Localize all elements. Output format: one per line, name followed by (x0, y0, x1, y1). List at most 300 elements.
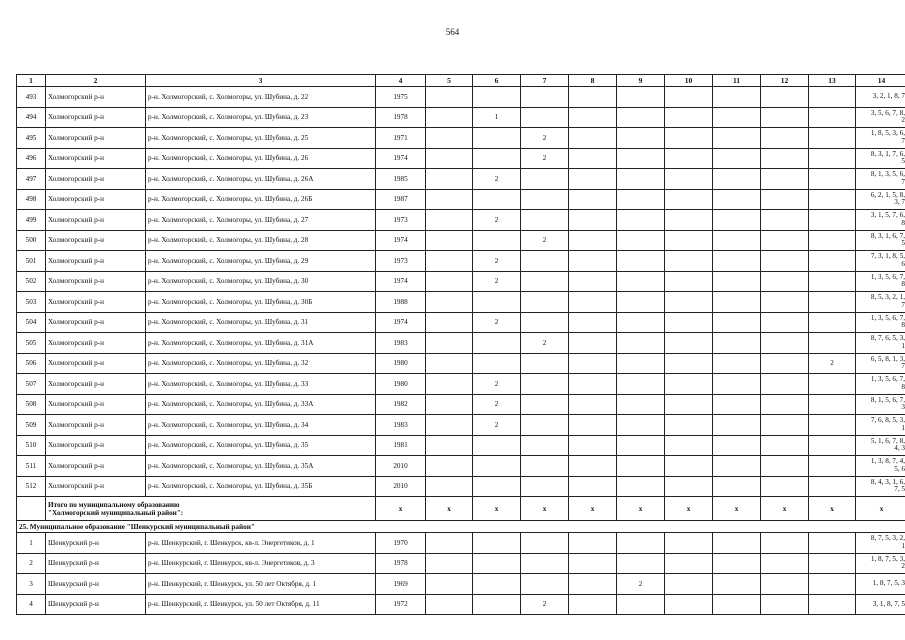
row-number: 509 (17, 415, 46, 436)
header-cell: 1 (17, 75, 46, 87)
address-cell: р-н. Холмогорский, с. Холмогоры, ул. Шубина, д. 27 (146, 210, 376, 231)
row-number: 512 (17, 476, 46, 497)
total-mark: x (376, 497, 426, 521)
address-cell: р-н. Холмогорский, с. Холмогоры, ул. Шубина, д. 30Б (146, 292, 376, 313)
year-cell: 1978 (376, 107, 426, 128)
table-row (17, 553, 905, 574)
col12-cell (761, 271, 809, 292)
col11-cell (713, 169, 761, 190)
col9-cell (617, 553, 665, 574)
address-cell: р-н. Шенкурский, г. Шенкурск, кв-л. Энергетиков, д. 3 (146, 553, 376, 574)
col11-cell (713, 333, 761, 354)
col13-cell (809, 210, 856, 231)
col13-cell (809, 169, 856, 190)
table-row (17, 353, 905, 374)
col12-cell (761, 128, 809, 149)
year-cell: 2010 (376, 476, 426, 497)
col11-cell (713, 353, 761, 374)
col6-cell (473, 574, 521, 595)
row-number: 496 (17, 148, 46, 169)
col11-cell (713, 292, 761, 313)
col12-cell (761, 594, 809, 615)
col8-cell (569, 251, 617, 272)
header-cell: 7 (521, 75, 569, 87)
col6-cell (473, 553, 521, 574)
col8-cell (569, 210, 617, 231)
col12-cell (761, 210, 809, 231)
col7-cell (521, 394, 569, 415)
row-number: 506 (17, 353, 46, 374)
col8-cell (569, 169, 617, 190)
table-row (17, 435, 905, 456)
col11-cell (713, 251, 761, 272)
year-cell: 1983 (376, 333, 426, 354)
header-cell: 5 (426, 75, 473, 87)
total-spacer (17, 497, 46, 521)
col6-cell (473, 476, 521, 497)
district-cell: Холмогорский р-н (46, 271, 146, 292)
codes-cell: 8, 7, 6, 5, 3, 1 (856, 333, 905, 354)
row-number: 511 (17, 456, 46, 477)
total-mark: x (473, 497, 521, 521)
district-cell: Холмогорский р-н (46, 210, 146, 231)
row-number: 507 (17, 374, 46, 395)
col8-cell (569, 230, 617, 251)
header-cell: 8 (569, 75, 617, 87)
col9-cell (617, 476, 665, 497)
header-cell: 12 (761, 75, 809, 87)
col7-cell (521, 271, 569, 292)
col9-cell (617, 271, 665, 292)
address-cell: р-н. Холмогорский, с. Холмогоры, ул. Шубина, д. 29 (146, 251, 376, 272)
row-number: 3 (17, 574, 46, 595)
header-cell: 3 (146, 75, 376, 87)
col6-cell: 2 (473, 251, 521, 272)
district-cell: Холмогорский р-н (46, 148, 146, 169)
col8-cell (569, 87, 617, 108)
header-row (17, 75, 905, 87)
address-cell: р-н. Холмогорский, с. Холмогоры, ул. Шубина, д. 35А (146, 456, 376, 477)
address-cell: р-н. Холмогорский, с. Холмогоры, ул. Шубина, д. 33А (146, 394, 376, 415)
district-cell: Холмогорский р-н (46, 292, 146, 313)
col9-cell (617, 148, 665, 169)
col10-cell (665, 415, 713, 436)
district-cell: Холмогорский р-н (46, 333, 146, 354)
col10-cell (665, 374, 713, 395)
col7-cell (521, 553, 569, 574)
col11-cell (713, 456, 761, 477)
col13-cell (809, 435, 856, 456)
col13-cell (809, 415, 856, 436)
col11-cell (713, 271, 761, 292)
col11-cell (713, 394, 761, 415)
total-mark: x (521, 497, 569, 521)
table-row (17, 189, 905, 210)
table-row (17, 594, 905, 615)
district-cell: Холмогорский р-н (46, 189, 146, 210)
col5-cell (426, 128, 473, 149)
col10-cell (665, 107, 713, 128)
col8-cell (569, 476, 617, 497)
codes-cell: 7, 6, 8, 5, 3, 1 (856, 415, 905, 436)
col8-cell (569, 312, 617, 333)
col11-cell (713, 87, 761, 108)
col5-cell (426, 533, 473, 554)
row-number: 503 (17, 292, 46, 313)
row-number: 504 (17, 312, 46, 333)
page-number: 564 (445, 27, 460, 37)
col12-cell (761, 415, 809, 436)
total-mark: x (713, 497, 761, 521)
col9-cell (617, 312, 665, 333)
year-cell: 1975 (376, 87, 426, 108)
col6-cell (473, 456, 521, 477)
row-number: 510 (17, 435, 46, 456)
col13-cell (809, 333, 856, 354)
col11-cell (713, 533, 761, 554)
col10-cell (665, 148, 713, 169)
col6-cell: 2 (473, 271, 521, 292)
header-cell: 11 (713, 75, 761, 87)
year-cell: 1970 (376, 533, 426, 554)
col7-cell: 2 (521, 333, 569, 354)
row-number: 505 (17, 333, 46, 354)
row-number: 499 (17, 210, 46, 231)
col8-cell (569, 107, 617, 128)
col5-cell (426, 292, 473, 313)
col6-cell (473, 435, 521, 456)
col9-cell (617, 169, 665, 190)
col5-cell (426, 87, 473, 108)
col5-cell (426, 415, 473, 436)
codes-cell: 1, 8, 5, 3, 6, 7 (856, 128, 905, 149)
col5-cell (426, 574, 473, 595)
col7-cell (521, 251, 569, 272)
col8-cell (569, 333, 617, 354)
table-row (17, 128, 905, 149)
district-cell: Шенкурский р-н (46, 533, 146, 554)
address-cell: р-н. Холмогорский, с. Холмогоры, ул. Шубина, д. 25 (146, 128, 376, 149)
col12-cell (761, 107, 809, 128)
table-row (17, 374, 905, 395)
district-cell: Холмогорский р-н (46, 230, 146, 251)
buildings-table (16, 74, 905, 615)
col13-cell (809, 189, 856, 210)
col13-cell: 2 (809, 353, 856, 374)
col9-cell (617, 533, 665, 554)
col9-cell (617, 251, 665, 272)
col13-cell (809, 251, 856, 272)
total-mark: x (665, 497, 713, 521)
header-cell: 6 (473, 75, 521, 87)
col9-cell (617, 435, 665, 456)
total-mark: x (569, 497, 617, 521)
col8-cell (569, 374, 617, 395)
row-number: 498 (17, 189, 46, 210)
col7-cell (521, 169, 569, 190)
col6-cell (473, 148, 521, 169)
col12-cell (761, 169, 809, 190)
year-cell: 1980 (376, 374, 426, 395)
table-row (17, 230, 905, 251)
col10-cell (665, 210, 713, 231)
codes-cell: 5, 1, 6, 7, 8, 4, 3 (856, 435, 905, 456)
col7-cell (521, 107, 569, 128)
col9-cell (617, 189, 665, 210)
codes-cell: 8, 3, 1, 6, 7, 5 (856, 230, 905, 251)
address-cell: р-н. Холмогорский, с. Холмогоры, ул. Шубина, д. 32 (146, 353, 376, 374)
col6-cell: 2 (473, 169, 521, 190)
table-row (17, 415, 905, 436)
row-number: 495 (17, 128, 46, 149)
codes-cell: 3, 1, 8, 7, 5 (856, 594, 905, 615)
col12-cell (761, 353, 809, 374)
col6-cell: 2 (473, 374, 521, 395)
year-cell: 1985 (376, 169, 426, 190)
col6-cell (473, 594, 521, 615)
col12-cell (761, 230, 809, 251)
col9-cell (617, 353, 665, 374)
col8-cell (569, 574, 617, 595)
table-row (17, 87, 905, 108)
col6-cell (473, 189, 521, 210)
col5-cell (426, 148, 473, 169)
address-cell: р-н. Холмогорский, с. Холмогоры, ул. Шубина, д. 26 (146, 148, 376, 169)
year-cell: 1974 (376, 148, 426, 169)
codes-cell: 3, 1, 5, 7, 6, 8 (856, 210, 905, 231)
col8-cell (569, 189, 617, 210)
district-cell: Холмогорский р-н (46, 169, 146, 190)
col12-cell (761, 292, 809, 313)
codes-cell: 8, 4, 3, 1, 6, 7, 5 (856, 476, 905, 497)
col6-cell (473, 353, 521, 374)
year-cell: 1974 (376, 271, 426, 292)
district-cell: Холмогорский р-н (46, 394, 146, 415)
section-row (17, 521, 905, 533)
col9-cell (617, 394, 665, 415)
col7-cell: 2 (521, 128, 569, 149)
col7-cell (521, 456, 569, 477)
col9-cell: 2 (617, 574, 665, 595)
table-row (17, 210, 905, 231)
year-cell: 2010 (376, 456, 426, 477)
col5-cell (426, 456, 473, 477)
col5-cell (426, 312, 473, 333)
row-number: 501 (17, 251, 46, 272)
district-cell: Холмогорский р-н (46, 415, 146, 436)
codes-cell: 1, 3, 8, 7, 4, 5, 6 (856, 456, 905, 477)
total-mark: x (761, 497, 809, 521)
row-number: 497 (17, 169, 46, 190)
district-cell: Шенкурский р-н (46, 553, 146, 574)
col11-cell (713, 148, 761, 169)
col10-cell (665, 594, 713, 615)
district-cell: Холмогорский р-н (46, 374, 146, 395)
row-number: 493 (17, 87, 46, 108)
col5-cell (426, 435, 473, 456)
table-row (17, 476, 905, 497)
col7-cell: 2 (521, 148, 569, 169)
col8-cell (569, 594, 617, 615)
col11-cell (713, 435, 761, 456)
col13-cell (809, 107, 856, 128)
col13-cell (809, 394, 856, 415)
codes-cell: 1, 3, 5, 6, 7, 8 (856, 374, 905, 395)
col5-cell (426, 230, 473, 251)
col7-cell: 2 (521, 230, 569, 251)
year-cell: 1987 (376, 189, 426, 210)
col7-cell (521, 312, 569, 333)
col13-cell (809, 230, 856, 251)
total-row (17, 497, 905, 521)
col9-cell (617, 128, 665, 149)
district-cell: Холмогорский р-н (46, 435, 146, 456)
col8-cell (569, 292, 617, 313)
address-cell: р-н. Холмогорский, с. Холмогоры, ул. Шубина, д. 35Б (146, 476, 376, 497)
col11-cell (713, 230, 761, 251)
col13-cell (809, 553, 856, 574)
col5-cell (426, 594, 473, 615)
col10-cell (665, 230, 713, 251)
table-row (17, 574, 905, 595)
col7-cell (521, 476, 569, 497)
header-cell: 9 (617, 75, 665, 87)
address-cell: р-н. Шенкурский, г. Шенкурск, кв-л. Энергетиков, д. 1 (146, 533, 376, 554)
total-mark: x (856, 497, 905, 521)
row-number: 4 (17, 594, 46, 615)
col12-cell (761, 333, 809, 354)
col13-cell (809, 456, 856, 477)
table-row (17, 251, 905, 272)
codes-cell: 1, 8, 7, 5, 3, 2 (856, 553, 905, 574)
col8-cell (569, 456, 617, 477)
col11-cell (713, 210, 761, 231)
codes-cell: 8, 3, 1, 7, 6, 5 (856, 148, 905, 169)
col8-cell (569, 553, 617, 574)
col8-cell (569, 128, 617, 149)
address-cell: р-н. Шенкурский, г. Шенкурск, ул. 50 лет Октября, д. 11 (146, 594, 376, 615)
col10-cell (665, 312, 713, 333)
col7-cell (521, 574, 569, 595)
col7-cell (521, 435, 569, 456)
codes-cell: 8, 7, 5, 3, 2, 1 (856, 533, 905, 554)
district-cell: Шенкурский р-н (46, 594, 146, 615)
table-row (17, 312, 905, 333)
header-cell: 2 (46, 75, 146, 87)
col11-cell (713, 415, 761, 436)
col13-cell (809, 128, 856, 149)
col11-cell (713, 189, 761, 210)
col7-cell (521, 353, 569, 374)
col10-cell (665, 476, 713, 497)
col12-cell (761, 456, 809, 477)
year-cell: 1980 (376, 353, 426, 374)
col8-cell (569, 271, 617, 292)
table-row (17, 533, 905, 554)
col12-cell (761, 87, 809, 108)
col13-cell (809, 312, 856, 333)
col13-cell (809, 292, 856, 313)
district-cell: Холмогорский р-н (46, 353, 146, 374)
address-cell: р-н. Холмогорский, с. Холмогоры, ул. Шубина, д. 31 (146, 312, 376, 333)
col9-cell (617, 87, 665, 108)
col5-cell (426, 189, 473, 210)
address-cell: р-н. Холмогорский, с. Холмогоры, ул. Шубина, д. 31А (146, 333, 376, 354)
col8-cell (569, 353, 617, 374)
col9-cell (617, 374, 665, 395)
address-cell: р-н. Холмогорский, с. Холмогоры, ул. Шубина, д. 22 (146, 87, 376, 108)
col9-cell (617, 230, 665, 251)
codes-cell: 6, 5, 8, 1, 3, 7 (856, 353, 905, 374)
codes-cell: 1, 3, 5, 6, 7, 8 (856, 312, 905, 333)
col11-cell (713, 374, 761, 395)
col6-cell: 2 (473, 394, 521, 415)
col9-cell (617, 415, 665, 436)
col5-cell (426, 271, 473, 292)
col6-cell (473, 533, 521, 554)
row-number: 494 (17, 107, 46, 128)
codes-cell: 7, 3, 1, 8, 5, 6 (856, 251, 905, 272)
codes-cell: 8, 1, 5, 6, 7, 3 (856, 394, 905, 415)
col12-cell (761, 394, 809, 415)
col9-cell (617, 456, 665, 477)
col6-cell (473, 333, 521, 354)
col12-cell (761, 476, 809, 497)
district-cell: Шенкурский р-н (46, 574, 146, 595)
address-cell: р-н. Холмогорский, с. Холмогоры, ул. Шубина, д. 26Б (146, 189, 376, 210)
codes-cell: 8, 5, 3, 2, 1, 7 (856, 292, 905, 313)
year-cell: 1973 (376, 251, 426, 272)
district-cell: Холмогорский р-н (46, 456, 146, 477)
col5-cell (426, 476, 473, 497)
col8-cell (569, 533, 617, 554)
year-cell: 1971 (376, 128, 426, 149)
col6-cell: 2 (473, 312, 521, 333)
codes-cell: 8, 1, 3, 5, 6, 7 (856, 169, 905, 190)
col5-cell (426, 107, 473, 128)
col9-cell (617, 292, 665, 313)
col6-cell: 2 (473, 210, 521, 231)
year-cell: 1981 (376, 435, 426, 456)
address-cell: р-н. Холмогорский, с. Холмогоры, ул. Шубина, д. 35 (146, 435, 376, 456)
col7-cell (521, 533, 569, 554)
district-cell: Холмогорский р-н (46, 476, 146, 497)
col10-cell (665, 251, 713, 272)
row-number: 2 (17, 553, 46, 574)
table-row (17, 333, 905, 354)
address-cell: р-н. Холмогорский, с. Холмогоры, ул. Шубина, д. 26А (146, 169, 376, 190)
year-cell: 1974 (376, 230, 426, 251)
col5-cell (426, 374, 473, 395)
row-number: 1 (17, 533, 46, 554)
codes-cell: 6, 2, 1, 5, 8, 3, 7 (856, 189, 905, 210)
col7-cell (521, 415, 569, 436)
row-number: 500 (17, 230, 46, 251)
codes-cell: 3, 5, 6, 7, 8, 2 (856, 107, 905, 128)
col5-cell (426, 169, 473, 190)
col7-cell: 2 (521, 594, 569, 615)
col12-cell (761, 251, 809, 272)
col12-cell (761, 574, 809, 595)
col10-cell (665, 553, 713, 574)
col8-cell (569, 415, 617, 436)
year-cell: 1969 (376, 574, 426, 595)
col5-cell (426, 333, 473, 354)
col10-cell (665, 435, 713, 456)
total-mark: x (809, 497, 856, 521)
table-row (17, 394, 905, 415)
col13-cell (809, 148, 856, 169)
